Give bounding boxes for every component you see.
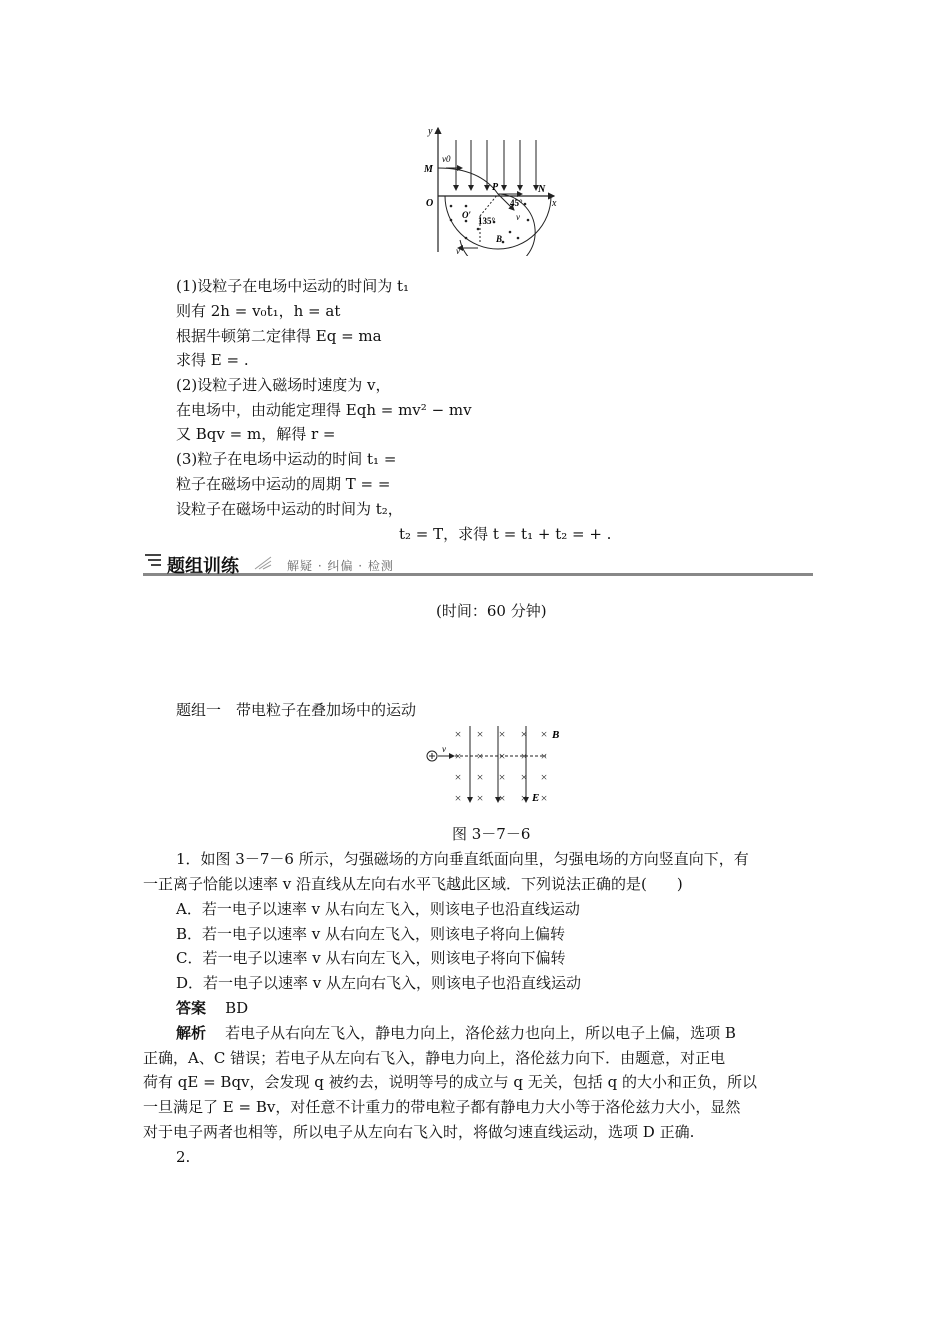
field-cross-mark: × [520, 791, 528, 805]
solution-line-3: 根据牛顿第二定律得 Eq = ma [176, 327, 382, 345]
v0-label: v0 [442, 154, 451, 164]
field-cross-mark: × [498, 770, 506, 784]
solution-line-4: 求得 E = . [176, 351, 249, 369]
field-cross-mark: × [520, 770, 528, 784]
solution-line-6: 在电场中，由动能定理得 Eqh = mv² − mv [176, 401, 472, 419]
center-o-prime-label: O′ [462, 210, 472, 220]
solution-line-7: 又 Bqv = m，解得 r = [176, 425, 336, 443]
field-cross-mark: × [454, 727, 462, 741]
solution-line-1: (1)设粒子在电场中运动的时间为 t₁ [176, 277, 410, 295]
figure-1-field-diagram [418, 122, 560, 256]
field-cross-mark: × [476, 770, 484, 784]
figure-2-field-diagram [420, 724, 568, 808]
field-cross-mark: × [476, 749, 484, 763]
analysis-line-5: 对于电子两者也相等，所以电子从左向右飞入时，将做匀速直线运动，选项 D 正确. [143, 1123, 695, 1141]
point-b-label: B [496, 234, 503, 244]
time-note: (时间：60 分钟) [436, 602, 547, 620]
point-m-label: M [424, 164, 433, 175]
field-cross-mark: × [498, 727, 506, 741]
analysis-line-3: 荷有 qE = Bqv，会发现 q 被约去，说明等号的成立与 q 无关，包括 q 的大小和正负，所以 [143, 1073, 757, 1091]
header-decoration [143, 549, 813, 579]
field-cross-mark: × [454, 791, 462, 805]
velocity-v-label: v [516, 212, 520, 222]
origin-label: O [426, 198, 434, 209]
field-cross-mark: × [520, 727, 528, 741]
field-cross-mark: × [540, 791, 548, 805]
angle-45-label: 45° [510, 198, 523, 208]
e-field-label: E [532, 792, 540, 804]
field-cross-mark: × [540, 727, 548, 741]
field-cross-mark: × [476, 791, 484, 805]
solution-line-5: (2)设粒子进入磁场时速度为 v， [176, 376, 391, 394]
velocity-v-bottom-label: v [456, 246, 460, 256]
field-cross-mark: × [498, 749, 506, 763]
answer-value: BD [225, 999, 249, 1017]
field-cross-mark: × [520, 749, 528, 763]
section-title: 题组训练 [167, 556, 239, 577]
x-axis-label: x [552, 198, 557, 209]
solution-line-8: (3)粒子在电场中运动的时间 t₁ = [176, 450, 397, 468]
field-cross-mark: × [454, 770, 462, 784]
y-axis-label: y [428, 126, 433, 137]
option-a: A．若一电子以速率 v 从右向左飞入，则该电子也沿直线运动 [176, 900, 580, 918]
figure-2-caption: 图 3－7－6 [452, 825, 531, 843]
field-cross-mark: × [498, 791, 506, 805]
b-field-label: B [552, 729, 560, 741]
field-cross-mark: × [476, 727, 484, 741]
question-1-stem-line-2: 一正离子恰能以速率 v 沿直线从左向右水平飞越此区域．下列说法正确的是( ) [143, 875, 683, 893]
solution-line-9: 粒子在磁场中运动的周期 T = = [176, 475, 391, 493]
question-2-number: 2. [176, 1148, 191, 1166]
solution-line-11: t₂ = T，求得 t = t₁ + t₂ = + . [399, 525, 612, 543]
analysis-line-4: 一旦满足了 E = Bv，对任意不计重力的带电粒子都有静电力大小等于洛伦兹力大小，显然 [143, 1098, 741, 1116]
point-p-label: P [492, 182, 499, 193]
field-cross-mark: × [540, 770, 548, 784]
analysis-text-1: 若电子从右向左飞入，静电力向上，洛伦兹力也向上，所以电子上偏，选项 B [225, 1024, 736, 1042]
point-n-label: N [538, 184, 546, 195]
option-b: B．若一电子以速率 v 从右向左飞入，则该电子将向上偏转 [176, 925, 566, 943]
solution-line-10: 设粒子在磁场中运动的时间为 t₂， [176, 500, 403, 518]
analysis-line-2: 正确，A、C 错误；若电子从左向右飞入，静电力向上，洛伦兹力向下．由题意，对正电 [143, 1049, 726, 1067]
section-subtitle: 解疑 · 纠偏 · 检测 [287, 559, 394, 573]
group-1-title: 题组一 带电粒子在叠加场中的运动 [176, 701, 417, 719]
answer-line [176, 998, 248, 1018]
option-c: C．若一电子以速率 v 从右向左飞入，则该电子将向下偏转 [176, 949, 566, 967]
section-header [143, 549, 813, 579]
analysis-label: 解析 [176, 1024, 207, 1042]
field-cross-mark: × [454, 749, 462, 763]
field-cross-mark: × [540, 749, 548, 763]
option-d: D．若一电子以速率 v 从左向右飞入，则该电子也沿直线运动 [176, 974, 582, 992]
angle-135-label: 135° [478, 216, 496, 226]
analysis-line-1 [176, 1023, 736, 1043]
velocity-label: v [442, 744, 446, 754]
answer-label: 答案 [176, 999, 207, 1017]
question-1-stem-line-1: 1．如图 3－7－6 所示，匀强磁场的方向垂直纸面向里，匀强电场的方向竖直向下，有 [176, 850, 749, 868]
solution-line-2: 则有 2h = v₀t₁，h = at [176, 302, 341, 320]
